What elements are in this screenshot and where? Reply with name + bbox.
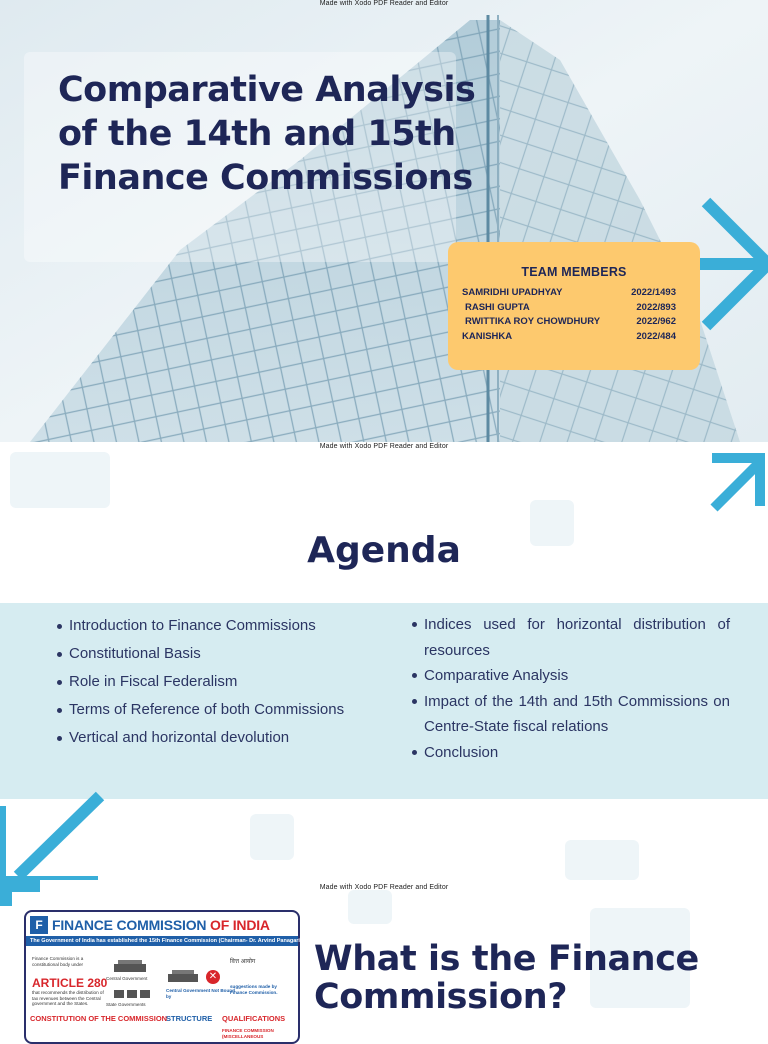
decorative-square <box>348 890 392 924</box>
member-name: RWITTIKA ROY CHOWDHURY <box>465 316 601 327</box>
qualifications-sub: FINANCE COMMISSION (MISCELLANEOUS <box>222 1028 274 1039</box>
parliament-building-icon <box>166 968 200 984</box>
qualifications-band: QUALIFICATIONS <box>222 1014 286 1023</box>
not-bound-x-icon: ✕ <box>206 970 220 984</box>
constitution-band: CONSTITUTION OF THE COMMISSION <box>30 1014 168 1023</box>
team-member-row <box>462 315 676 330</box>
agenda-item: Constitutional Basis <box>55 640 375 668</box>
state-buildings-icon <box>112 984 152 1000</box>
arrow-to-corner-icon <box>706 450 768 512</box>
team-members-heading: TEAM MEMBERS <box>521 265 627 279</box>
agenda-list-left <box>55 612 375 752</box>
agenda-item: Introduction to Finance Commissions <box>55 612 375 640</box>
team-members-card <box>448 242 700 370</box>
member-id: 2022/962 <box>636 316 676 327</box>
parliament-building-icon <box>112 958 148 974</box>
watermark-text: Made with Xodo PDF Reader and Editor <box>319 443 449 450</box>
team-member-row <box>462 286 676 301</box>
watermark-text: Made with Xodo PDF Reader and Editor <box>319 0 449 7</box>
agenda-item: Terms of Reference of both Commissions <box>55 696 375 724</box>
agenda-item: Impact of the 14th and 15th Commissions on Centre-State fiscal relations <box>410 689 730 740</box>
structure-band: STRUCTURE <box>166 1014 213 1023</box>
agenda-item: Role in Fiscal Federalism <box>55 668 375 696</box>
central-government-label: Central Government <box>106 976 148 981</box>
watermark-text: Made with Xodo PDF Reader and Editor <box>319 884 449 891</box>
agenda-slide <box>0 442 768 880</box>
agenda-title: Agenda <box>307 530 461 571</box>
infographic-header <box>26 912 298 936</box>
agenda-item: Comparative Analysis <box>410 663 730 689</box>
member-id: 2022/484 <box>636 330 676 342</box>
arrow-to-corner-icon <box>0 796 110 886</box>
infographic-title-main: FINANCE COMMISSION <box>52 917 207 933</box>
state-government-label: State Governments <box>106 1002 146 1007</box>
member-id: 2022/893 <box>636 301 676 313</box>
agenda-list-right <box>410 612 730 765</box>
member-name: KANISHKA <box>462 330 513 342</box>
agenda-item: Conclusion <box>410 740 730 766</box>
title-slide <box>0 0 768 442</box>
agenda-item: Indices used for horizontal distribution of resources <box>410 612 730 663</box>
slide-title: What is the Finance Commission? <box>314 939 699 1017</box>
infographic-article: ARTICLE 280 <box>32 976 108 990</box>
what-is-finance-commission-slide <box>0 880 768 1039</box>
presentation-title: Comparative Analysis of the 14th and 15th Finance Commissions <box>58 70 476 198</box>
suggestions-label: suggestions made by Finance Commission. <box>230 984 278 995</box>
infographic-title <box>52 917 270 933</box>
team-member-row <box>462 301 676 316</box>
infographic-logo: F <box>30 916 48 934</box>
decorative-square <box>250 814 294 860</box>
infographic-title-accent: OF INDIA <box>210 917 270 933</box>
agenda-item: Vertical and horizontal devolution <box>55 724 375 752</box>
finance-commission-infographic <box>24 910 308 1044</box>
team-member-row <box>462 330 676 345</box>
infographic-intro: Finance Commission is a constitutional body under <box>32 956 84 967</box>
decorative-square <box>565 840 639 880</box>
member-name: RASHI GUPTA <box>465 301 530 313</box>
team-members-list <box>462 286 676 344</box>
hindi-label: वित्त आयोग <box>230 959 256 965</box>
decorative-square <box>10 452 110 508</box>
not-bound-label: Central Government Not Bound by <box>166 988 235 999</box>
member-id: 2022/1493 <box>631 287 676 298</box>
member-name: SAMRIDHI UPADHYAY <box>462 287 563 298</box>
infographic-intro-2: that recommends the distribution of tax revenues between the Central government and the States. <box>32 990 104 1007</box>
infographic-subtitle: The Government of India has established the 15th Finance Commission (Chairman- Dr. Arvind Panagariya) <box>26 936 298 946</box>
